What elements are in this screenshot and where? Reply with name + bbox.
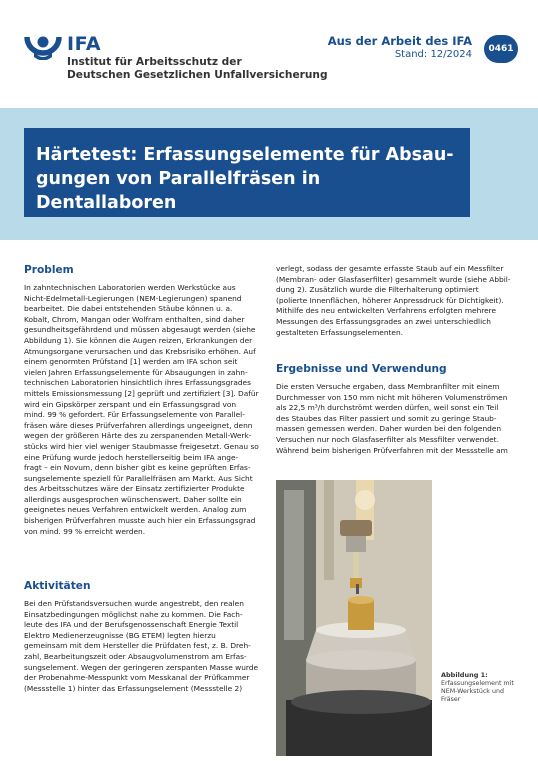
text-line: mittels Emissionsmessung [2] geprüft und zertifiziert [3]. Dafür [24, 388, 259, 398]
caption-line: Fräser [441, 696, 461, 703]
text-line: geeignetes neues Verfahren entwickelt werden. Analog zum [24, 505, 247, 515]
text-line: allerdings ausgesprochen wünschenswert. Daher sollte ein [24, 494, 242, 504]
institute-line-1: Institut für Arbeitsschutz der [67, 56, 242, 68]
text-line: Bei den Prüfstandsversuchen wurde angestrebt, den realen [24, 599, 244, 608]
text-line: (Messstelle 1) hinter das Erfassungselement (Messstelle 2) [24, 683, 243, 693]
text-line: fräsen wäre dieses Prüfverfahren allerdings ungeeignet, denn [24, 420, 253, 430]
heading-ergebnisse: Ergebnisse und Verwendung [276, 363, 447, 375]
text-line: stücks wird hier viel weniger Staubmasse freigesetzt. Genau so [24, 441, 259, 451]
milling-device-illustration [276, 480, 432, 756]
text-line: eine Prüfung wurde jedoch herstellerseitig beim IFA ange- [24, 452, 239, 462]
text-line: Nicht-Edelmetall-Legierungen (NEM-Legierungen) spanend [24, 293, 242, 303]
text-line: dung 2). Zusätzlich wurde die Filterhalterung optimiert [276, 285, 479, 295]
title-line-1: Härtetest: Erfassungselemente für Absau- [36, 145, 454, 165]
figure-caption-title: Abbildung 1: [441, 671, 488, 679]
text-line: Einsatzbedingungen möglichst nahe zu kommen. Die Fach- [24, 609, 243, 619]
section-ergebnisse [276, 363, 516, 456]
text-line: massen gemessen werden. Daher wurden bei den folgenden [276, 424, 502, 434]
caption-line: NEM-Werkstück und [441, 688, 504, 695]
text-line: Abbildung 1). Sie können die Augen reizen, Erkrankungen der [24, 335, 253, 345]
text-line: fragt – ein Novum, denn bisher gibt es keine geprüften Erfas- [24, 463, 251, 473]
text-line: verlegt, sodass der gesamte erfasste Staub auf ein Messfilter [276, 264, 504, 273]
text-line: gemeinsam mit dem Hersteller die Prüfdaten fest, z. B. Dreh- [24, 641, 251, 651]
text-line: leute des IFA und der Berufsgenossenschaft Energie Textil [24, 620, 239, 630]
text-line: vielen Jahren Erfassungselemente für Absaugungen in zahn- [24, 367, 248, 377]
text-line: wegen der größeren Härte des zu zerspanenden Metall-Werk- [24, 431, 252, 441]
page-title [36, 143, 456, 215]
heading-problem: Problem [24, 264, 74, 276]
stand-date: Stand: 12/2024 [394, 49, 472, 60]
title-line-2: gungen von Parallelfräsen in Dentallaboren [36, 169, 321, 213]
text-line: (Membran- oder Glasfaserfilter) gesammelt wurde (siehe Abbil- [276, 274, 511, 284]
text-line: wird ein Gipskörper zerspant und ein Erfassungsgrad von [24, 399, 237, 409]
ergebnisse-text [276, 382, 516, 456]
number-badge: 0461 [484, 35, 518, 63]
text-line: Atmungsorgane verursachen und das Krebsrisiko erhöhen. Auf [24, 346, 256, 356]
text-line: Während beim bisherigen Prüfverfahren mit der Messstelle am [276, 445, 508, 455]
text-line: Die ersten Versuche ergaben, dass Membranfilter mit einem [276, 382, 500, 391]
text-line: bearbeitet. Die dabei entstehenden Stäube können u. a. [24, 304, 233, 314]
text-line: technischen Laboratorien hinsichtlich ihres Erfassungsgrades [24, 378, 251, 388]
text-line: Kobalt, Chrom, Mangan oder Wolfram enthalten, sind daher [24, 314, 245, 324]
text-line: In zahntechnischen Laboratorien werden Werkstücke aus [24, 283, 236, 292]
heading-aktivitaeten: Aktivitäten [24, 580, 91, 592]
text-line: zahl, Bearbeitungszeit oder Absaugvolumenstrom am Erfas- [24, 651, 247, 661]
section-problem [24, 264, 262, 537]
text-line: Durchmesser von 150 mm nicht mit höheren Volumenströmen [276, 392, 508, 402]
text-line: als 22,5 m³/h durchströmt werden dürfen, weil sonst ein Teil [276, 403, 499, 413]
section-continuation [276, 264, 516, 338]
text-line: gesundheitsgefährdend und müssen abgesaugt werden (siehe [24, 325, 256, 335]
text-line: der Probenahme-Messpunkt vom Messkanal der Prüfkammer [24, 673, 250, 683]
institute-line-2: Deutschen Gesetzlichen Unfallversicherung [67, 68, 328, 81]
section-aktivitaeten [24, 580, 262, 694]
figure-caption [441, 680, 521, 704]
text-line: gestalteten Erfassungselementen. [276, 327, 403, 337]
text-line: bisherigen Prüfverfahren musste auch hier ein Erfassungsgrad [24, 516, 256, 526]
series-title: Aus der Arbeit des IFA [327, 34, 472, 48]
text-line: Elektro Medienerzeugnisse (BG ETEM) legten hierzu [24, 630, 216, 640]
problem-text [24, 283, 262, 537]
text-line: Messungen des Erfassungsgrades an zwei unterschiedlich [276, 316, 491, 326]
logo-text: IFA [67, 33, 102, 55]
text-line: sungselement. Wegen der geringeren zerspanten Masse wurde [24, 662, 259, 672]
text-line: mind. 99 % gefordert. Für Erfassungselemente von Parallel- [24, 410, 245, 420]
text-line: des Staubes das Filter passiert und somit zu geringe Staub- [276, 413, 497, 423]
text-line: Mithilfe des neu entwickelten Verfahrens erfolgten mehrere [276, 306, 497, 316]
text-line: einem genormten Prüfstand [1] werden am IFA schon seit [24, 357, 238, 367]
ifa-logo-icon [24, 32, 62, 60]
caption-line: Erfassungselement mit [441, 680, 514, 687]
figure-photo [276, 480, 432, 756]
institute-name [67, 56, 328, 81]
text-line: sungselemente speziell für Parallelfräsen am Markt. Aus Sicht [24, 473, 253, 483]
text-line: von mind. 99 % erreicht werden. [24, 526, 146, 536]
text-line: Versuchen nur noch Glasfaserfilter als Messfilter verwendet. [276, 434, 499, 444]
aktivitaeten-text [24, 599, 262, 694]
text-line: (polierte Innenflächen, höherer Anpressdruck für Dichtigkeit). [276, 295, 504, 305]
text-line: des Arbeitsschutzes wäre der Einsatz zertifizierter Produkte [24, 484, 245, 494]
